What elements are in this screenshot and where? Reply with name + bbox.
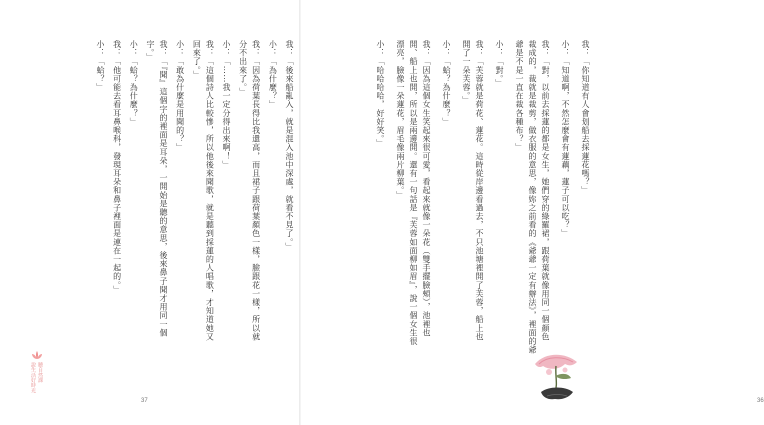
text-column: 我：「後來船亂入，就是混入池中深處，就看不見了。」 (285, 40, 294, 251)
text-column: 小：「蛤？為什麼？」 (129, 40, 139, 126)
text-column: 我：「芙蓉就是荷花、蓮花。這時從岸邊看過去，不只池塘裡開了芙蓉，船上也 (475, 40, 484, 341)
left-page (0, 0, 299, 425)
left-page-text (95, 40, 295, 370)
text-column: 開了一朵芙蓉。」 (462, 40, 471, 105)
text-column: 小：「哈哈哈哈，好好笑。」 (376, 40, 385, 148)
text-column: 我：「這個詩人比較慘，所以他後來聞歌，就是聽到採蓮的人唱歌，才知道她又 (205, 40, 215, 341)
text-column: 小：「為什麼？」 (268, 40, 278, 109)
text-column: 小：「蛤？為什麼？」 (442, 40, 451, 126)
text-column: 回來了。」 (192, 40, 202, 79)
text-column: 裁成的，裁就是裁剪，做衣服的意思，像妳之前看的《爺爺一定有辦法》，裡面的爺 (528, 40, 537, 355)
text-column: 我：「『聞』這個字的裡面是耳朵，一開始是聽的意思，後來鼻子聞才用同一個 (158, 40, 168, 337)
text-column: 小：「對。」 (495, 40, 504, 88)
text-column: 爺是不是一直在裁各種布？」 (515, 40, 524, 152)
lotus-icon (30, 350, 44, 360)
text-column: 分不出來了。」 (238, 40, 248, 97)
text-column: 開、船上也開，所以是兩邊開。還有一句話是『芙蓉如面柳如眉』，說一個女生很 (409, 40, 418, 346)
text-column: 字。」 (145, 40, 155, 62)
text-column: 我：「因為這個女生笑起來很可愛，看起來就像一朵花（雙手擺臉頰），池裡也 (422, 40, 431, 337)
right-page-text (329, 40, 591, 370)
text-column: 小：「……我一定分得出來啊！」 (221, 40, 231, 169)
page-number: 37 (141, 398, 148, 404)
side-caption (30, 362, 43, 393)
lotus-decoration (30, 350, 64, 410)
text-column: 我：「你知道有人會划船去採蓮花嗎？」 (581, 40, 590, 195)
text-column: 我：「他可能去看耳鼻喉科，發現耳朵和鼻子裡面是連在一起的。」 (112, 40, 122, 294)
text-column: 小：「敢為什麼是用聞的？」 (175, 40, 185, 152)
text-column: 我：「因為荷葉長得比我還高，而且裙子跟荷葉顏色一樣，臉跟花一樣，所以就 (251, 40, 261, 341)
page-number: 36 (757, 398, 764, 404)
text-column: 小：「蛤？」 (95, 40, 105, 92)
text-column: 漂亮，臉像一朵蓮花，眉毛像兩片柳葉。」 (396, 40, 405, 200)
lotus-illustration (525, 352, 587, 412)
side-caption-line: 說生活好時光 (30, 362, 36, 394)
text-column: 我：「對，以前去採蓮的都是女生，她們穿的綠羅裙，跟荷葉就像用同一個顏色 (541, 40, 550, 341)
side-caption-line: 聽自然課 (37, 362, 43, 383)
text-column: 小：「知道啊，不然怎麼會有蓮藕，蓮子可以吃？」 (561, 40, 570, 238)
